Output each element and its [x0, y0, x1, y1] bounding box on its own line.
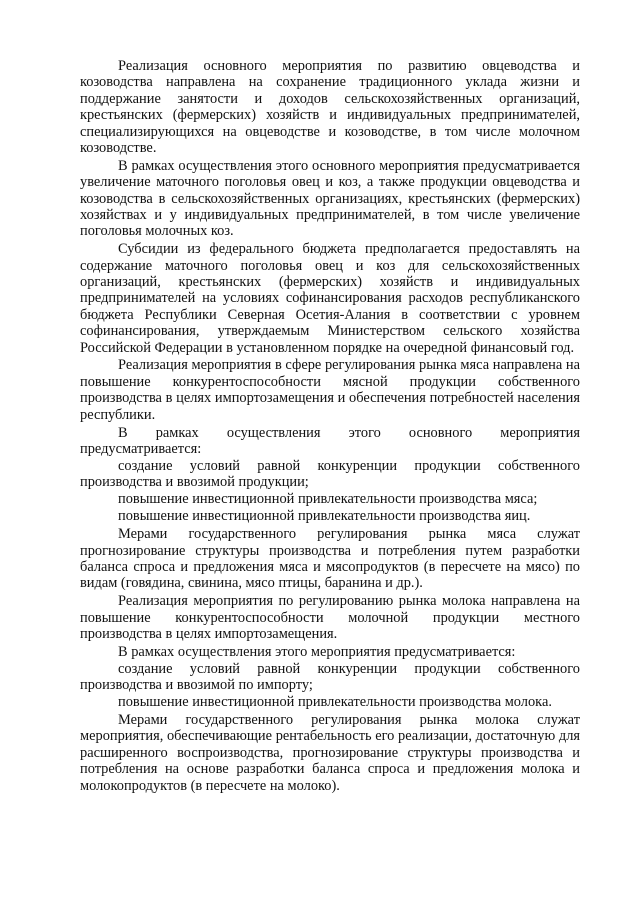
paragraph-milk-market: Реализация мероприятия по регулированию рынка молока направлена на повышение конкурентоспособности молочной продукции местного производства в целях импортозамещения. — [80, 593, 580, 642]
paragraph-sheep-goat-breeding: Реализация основного мероприятия по развитию овцеводства и козоводства направлена на сохранение традиционного уклада жизни и поддержание занятости и доходов сельскохозяйственных организаций, крестьянских (фермерских) хозяйств и индивидуальных предпринимателей, специализирующихся на овцеводстве и козоводстве, в том числе молочном козоводстве. — [80, 58, 580, 157]
paragraph-meat-regulation: Мерами государственного регулирования рынка мяса служат прогнозирование структуры производства и потребления путем разработки баланса спроса и предложения мяса и мясопродуктов (в пересчете на мясо) по видам (говядина, свинина, мясо птицы, баранина и др.). — [80, 526, 580, 592]
paragraph-milk-regulation: Мерами государственного регулирования рынка молока служат мероприятия, обеспечивающие рентабельность его реализации, достаточную для расширенного воспроизводства, прогнозирование структуры производства и потребления на основе разработки баланса спроса и предложения молока и молокопродуктов (в пересчете на молоко). — [80, 711, 580, 794]
paragraph-meat-market: Реализация мероприятия в сфере регулирования рынка мяса направлена на повышение конкурентоспособности мясной продукции собственного производства в целях импортозамещения и обеспечения потребностей населения республики. — [80, 357, 580, 423]
paragraph-meat-measures-intro: В рамках осуществления этого основного мероприятия предусматривается: — [80, 424, 580, 457]
document-body — [80, 58, 580, 795]
list-item-meat-competition: создание условий равной конкуренции продукции собственного производства и ввозимой продукции; — [80, 457, 580, 491]
paragraph-livestock-increase: В рамках осуществления этого основного мероприятия предусматривается увеличение маточного поголовья овец и коз, а также продукции овцеводства и козоводства в сельскохозяйственных организациях, крестьянских (фермерских) хозяйствах и у индивидуальных предпринимателей, в том числе увеличение поголовья молочных коз. — [80, 157, 580, 240]
paragraph-milk-measures-intro: В рамках осуществления этого мероприятия предусматривается: — [118, 643, 516, 660]
list-item-meat-investment: повышение инвестиционной привлекательности производства мяса; — [118, 491, 538, 508]
list-item-milk-investment: повышение инвестиционной привлекательности производства молока. — [118, 694, 552, 711]
list-item-egg-investment: повышение инвестиционной привлекательности производства яиц. — [118, 508, 531, 525]
list-item-milk-competition: создание условий равной конкуренции продукции собственного производства и ввозимой по импорту; — [80, 660, 580, 694]
paragraph-federal-subsidies: Субсидии из федерального бюджета предполагается предоставлять на содержание маточного поголовья овец и коз для сельскохозяйственных организаций, крестьянских (фермерских) хозяйств и индивидуальных предпринимателей на условиях софинансирования расходов республиканского бюджета Республики Северная Осетия-Алания в соответствии с уровнем софинансирования, утверждаемым Министерством сельского хозяйства Российской Федерации в установленном порядке на очередной финансовый год. — [80, 241, 580, 356]
